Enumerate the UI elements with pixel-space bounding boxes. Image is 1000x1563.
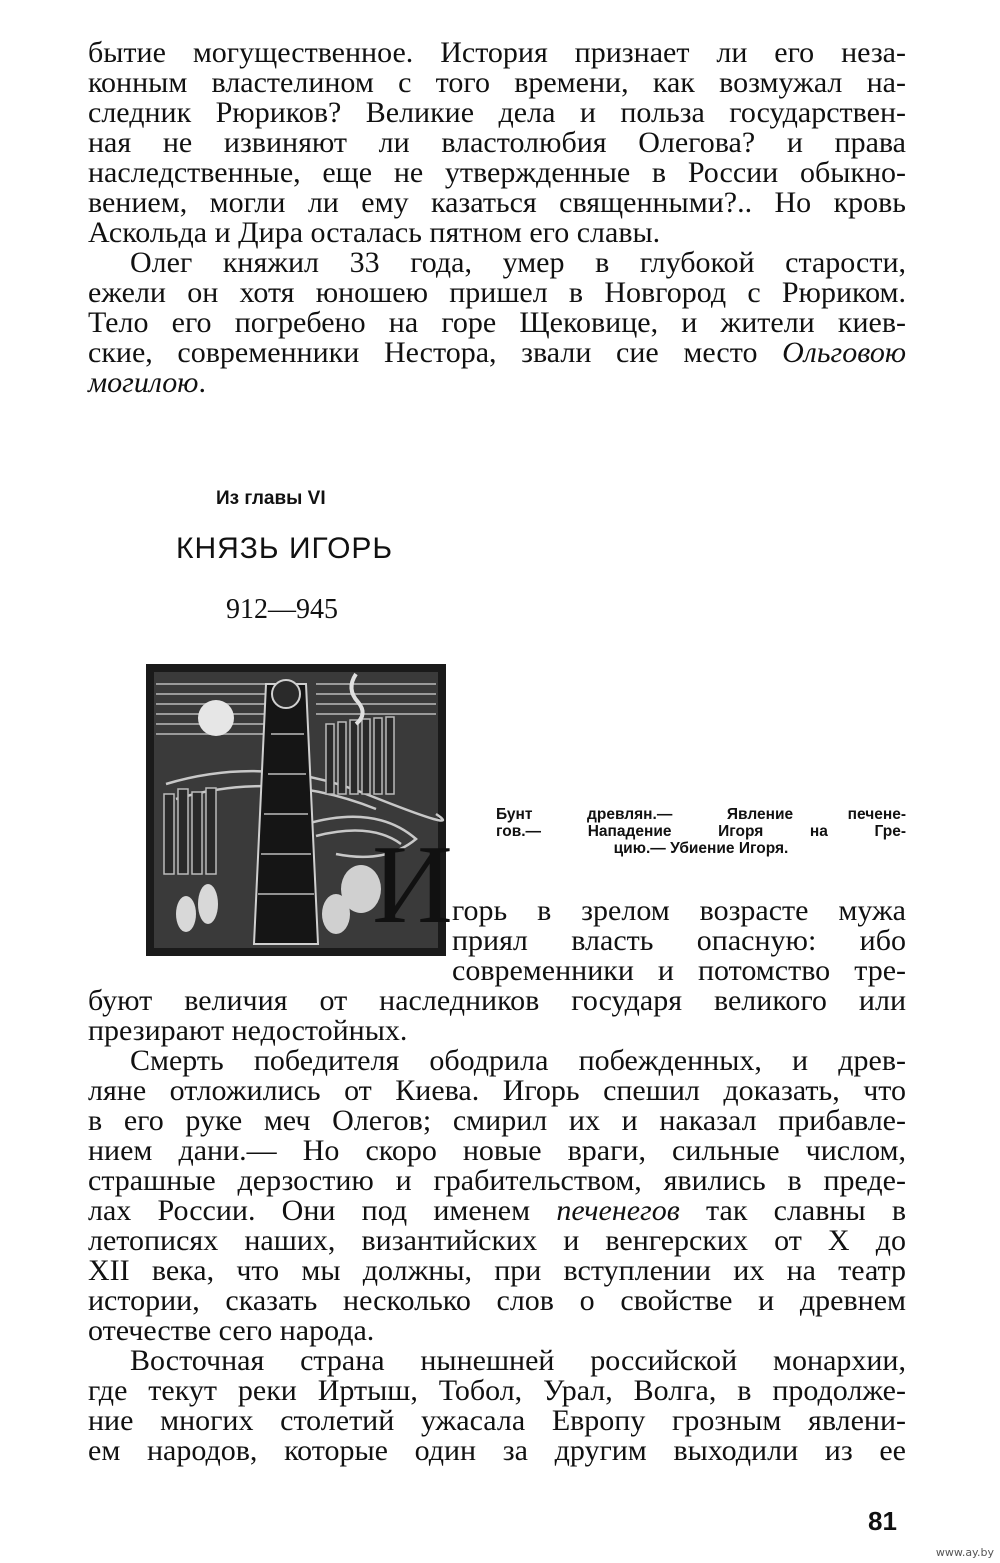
text-span: так славны в [679, 1194, 906, 1227]
italic-span: Ольговою [782, 336, 906, 369]
text-line: ем народов, которые один за другим выходили из ее [88, 1434, 906, 1467]
text-line [88, 338, 906, 368]
text-line: горь в зрелом возрасте мужа [452, 894, 906, 927]
text-line: бытие могущественное. История признает ли его неза- [88, 36, 906, 69]
text-line: летописях наших, византийских и венгерских от X до [88, 1224, 906, 1257]
drop-cap-area [372, 823, 462, 947]
chapter-years: 912—945 [226, 594, 338, 625]
text-span: ские, современники Нестора, звали сие место [88, 336, 783, 369]
text-line: ние многих столетий ужасала Европу грозным явлени- [88, 1404, 906, 1437]
moon-icon [198, 700, 234, 736]
after-cap-block [452, 896, 906, 986]
text-line: Тело его погребено на горе Щековице, и жители киев- [88, 306, 906, 339]
text-line: ляне отложились от Киева. Игорь спешил доказать, что [88, 1074, 906, 1107]
chapter-from: Из главы VI [216, 488, 326, 509]
summary-line: гов.— Нападение Игоря на Гре- [496, 823, 906, 840]
text-span: . [198, 366, 206, 399]
text-line: презирают недостойных. [88, 1014, 408, 1047]
watermark: www.ay.by [935, 1546, 994, 1559]
text-line: вением, могли ли ему казаться священными?.. Но кровь [88, 186, 906, 219]
text-line: истории, сказать несколько слов о свойстве и древнем [88, 1284, 906, 1317]
text-line: Олег княжил 33 года, умер в глубокой старости, [130, 246, 906, 279]
text-line: XII века, что мы должны, при вступлении их на театр [88, 1254, 906, 1287]
text-line: Аскольда и Дира осталась пятном его славы. [88, 216, 661, 249]
text-line: современники и потомство тре- [452, 954, 906, 987]
text-line: ежели он хотя юношею пришел в Новгород с Рюриком. [88, 276, 906, 309]
summary-line: цию.— Убиение Игоря. [613, 840, 789, 857]
text-line: Смерть победителя ободрила побежденных, и древ- [130, 1044, 906, 1077]
text-line: Восточная страна нынешней российской монархии, [130, 1344, 906, 1377]
summary-line: Бунт древлян.— Явление печене- [496, 806, 906, 823]
italic-span: могилою [88, 366, 199, 399]
text-line: приял власть опасную: ибо [452, 924, 906, 957]
text-span: лах России. Они под именем [88, 1194, 557, 1227]
body-text [88, 986, 906, 1466]
italic-span: печенегов [556, 1194, 680, 1227]
text-line: где текут реки Иртыш, Тобол, Урал, Волга, в продолже- [88, 1374, 906, 1407]
chapter-title: КНЯЗЬ ИГОРЬ [176, 532, 394, 565]
text-line: отечестве сего народа. [88, 1314, 375, 1347]
text-line [88, 368, 906, 398]
text-line [88, 1196, 906, 1226]
text-line: страшные дерзостию и грабительством, явились в преде- [88, 1164, 906, 1197]
drop-cap: И [372, 823, 453, 947]
text-line: нием дани.— Но скоро новые враги, сильные числом, [88, 1134, 906, 1167]
text-line: ная не извиняют ли властолюбия Олегова? и права [88, 126, 906, 159]
text-line: следник Рюриков? Великие дела и польза государствен- [88, 96, 906, 129]
text-line: в его руке меч Олегов; смирил их и наказал прибавле- [88, 1104, 906, 1137]
text-line: буют величия от наследников государя великого или [88, 984, 906, 1017]
text-line: наследственные, еще не утвержденные в России обыкно- [88, 156, 906, 189]
text-line: конным властелином с того времени, как возмужал на- [88, 66, 906, 99]
page-number: 81 [868, 1506, 897, 1536]
top-text-block [88, 38, 906, 398]
chapter-summary [496, 806, 906, 857]
